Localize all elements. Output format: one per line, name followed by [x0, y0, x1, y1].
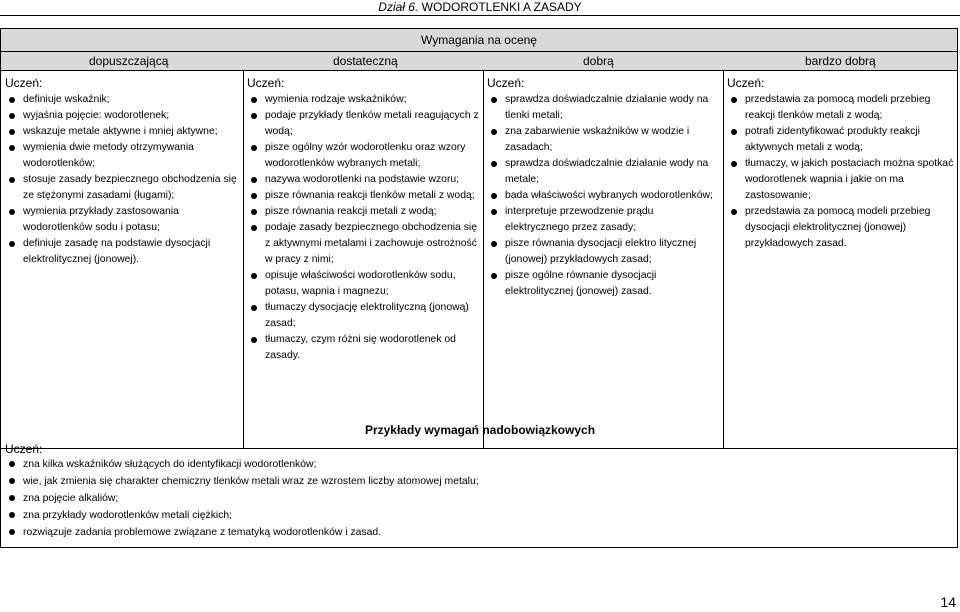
grade-dostateczna: dostateczną — [333, 54, 398, 68]
column-dostateczna — [243, 71, 483, 449]
requirement-item: pisze ogólny wzór wodorotlenku oraz wzory wodorotlenków wybranych metali; — [247, 140, 479, 172]
requirement-item: stosuje zasady bezpiecznego obchodzenia się ze stężonymi zasadami (ługami); — [5, 172, 239, 204]
requirement-item: wskazuje metale aktywne i mniej aktywne; — [5, 124, 239, 140]
column-dopuszczajaca — [1, 71, 243, 449]
header-prefix: Dział 6. — [378, 0, 422, 14]
grade-bardzo-dobra: bardzo dobrą — [805, 54, 876, 68]
header-rule — [0, 15, 960, 16]
requirement-item: sprawdza doświadczalnie działanie wody na tlenki metali; — [487, 92, 719, 124]
column-head: Uczeń: — [247, 76, 285, 90]
grade-dopuszczajaca: dopuszczającą — [89, 54, 169, 68]
extra-list — [5, 456, 945, 541]
column-head: Uczeń: — [727, 76, 765, 90]
column-dobra — [483, 71, 723, 449]
requirement-list — [487, 92, 719, 300]
extra-item: rozwiązuje zadania problemowe związane z tematyką wodorotlenków i zasad. — [5, 524, 945, 541]
grade-header-row — [1, 51, 957, 71]
requirement-item: opisuje właściwości wodorotlenków sodu, potasu, wapnia i magnezu; — [247, 268, 479, 300]
extra-item: zna przykłady wodorotlenków metali ciężkich; — [5, 507, 945, 524]
requirements-label: Wymagania na ocenę — [1, 29, 957, 51]
requirement-list — [5, 92, 239, 268]
requirements-table — [0, 28, 958, 449]
extra-item: zna kilka wskaźników służących do identyfikacji wodorotlenków; — [5, 456, 945, 473]
requirement-item: definiuje wskaźnik; — [5, 92, 239, 108]
extra-head: Uczeń: — [5, 442, 43, 456]
grade-dobra: dobrą — [583, 54, 614, 68]
header-title: WODOROTLENKI A ZASADY — [421, 0, 582, 14]
requirement-item: podaje przykłady tlenków metali reagujących z wodą; — [247, 108, 479, 140]
requirements-columns — [1, 71, 957, 449]
requirement-item: bada właściwości wybranych wodorotlenków; — [487, 188, 719, 204]
requirement-item: tłumaczy, czym różni się wodorotlenek od zasady. — [247, 332, 479, 364]
extra-item: wie, jak zmienia się charakter chemiczny tlenków metali wraz ze wzrostem liczby atomowej metalu; — [5, 473, 945, 490]
requirement-item: pisze równania reakcji metali z wodą; — [247, 204, 479, 220]
requirement-item: potrafi zidentyfikować produkty reakcji aktywnych metali z wodą; — [727, 124, 955, 156]
requirement-item: definiuje zasadę na podstawie dysocjacji elektrolitycznej (jonowej). — [5, 236, 239, 268]
requirement-item: zna zabarwienie wskaźników w wodzie i zasadach; — [487, 124, 719, 156]
extra-requirements-box — [0, 423, 958, 548]
page-header — [0, 0, 960, 14]
requirement-item: tłumaczy dysocjację elektrolityczną (jonową) zasad; — [247, 300, 479, 332]
extra-item: zna pojęcie alkaliów; — [5, 490, 945, 507]
extra-title: Przykłady wymagań nadobowiązkowych — [364, 423, 596, 437]
requirement-item: pisze równania reakcji tlenków metali z wodą; — [247, 188, 479, 204]
requirement-item: sprawdza doświadczalnie działanie wody na metale; — [487, 156, 719, 188]
requirement-item: przedstawia za pomocą modeli przebieg reakcji tlenków metali z wodą; — [727, 92, 955, 124]
requirement-list — [247, 92, 479, 364]
requirement-item: interpretuje przewodzenie prądu elektrycznego przez zasady; — [487, 204, 719, 236]
requirement-item: wymienia rodzaje wskaźników; — [247, 92, 479, 108]
column-head: Uczeń: — [487, 76, 525, 90]
extra-body — [5, 442, 945, 541]
requirement-item: wyjaśnia pojęcie: wodorotlenek; — [5, 108, 239, 124]
requirement-item: nazywa wodorotlenki na podstawie wzoru; — [247, 172, 479, 188]
column-bardzo-dobra — [723, 71, 959, 449]
requirement-list — [727, 92, 955, 252]
requirement-item: podaje zasady bezpiecznego obchodzenia się z aktywnymi metalami i zachowuje ostrożność w pracy z nimi; — [247, 220, 479, 268]
requirement-item: przedstawia za pomocą modeli przebieg dysocjacji elektrolitycznej (jonowej) przykładowych zasad. — [727, 204, 955, 252]
column-head: Uczeń: — [5, 76, 43, 90]
requirement-item: tłumaczy, w jakich postaciach można spotkać wodorotlenek wapnia i jakie on ma zastosowanie; — [727, 156, 955, 204]
requirement-item: wymienia przykłady zastosowania wodorotlenków sodu i potasu; — [5, 204, 239, 236]
requirement-item: pisze równania dysocjacji elektro litycznej (jonowej) przykładowych zasad; — [487, 236, 719, 268]
requirement-item: wymienia dwie metody otrzymywania wodorotlenków; — [5, 140, 239, 172]
requirement-item: pisze ogólne równanie dysocjacji elektrolitycznej (jonowej) zasad. — [487, 268, 719, 300]
page-number: 14 — [940, 594, 956, 610]
